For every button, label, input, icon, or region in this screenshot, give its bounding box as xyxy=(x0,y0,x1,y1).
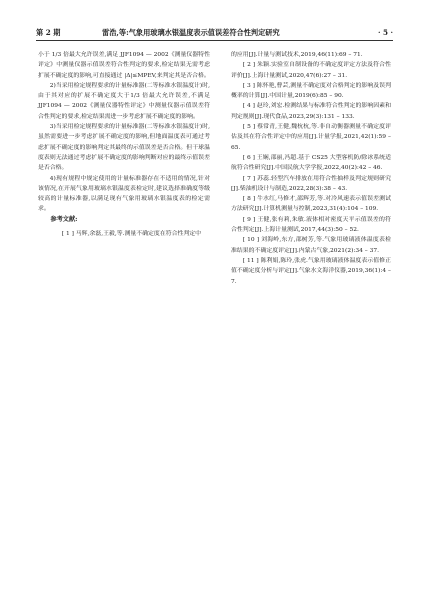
reference-item: [ 11 ] 陈利娟,陈玲,张虎.气象用玻璃液体温度表示值修正值不确定度分析与评定[J].气象水文海洋仪器,2019,36(1):4 – 7. xyxy=(231,257,391,285)
reference-item: [ 8 ] 牛水红,马修才,邵辉芳,等.对冷风速表示值误差测试方法研究[J].计算机测量与控制,2023,31(4):104 – 109. xyxy=(231,196,391,213)
references-heading: 参考文献: xyxy=(50,215,78,223)
issue-number: 第 2 期 xyxy=(36,28,61,37)
conclusion-paragraph-1: 小于 1/3 倍最大允许误差,满足 JJF1094 — 2002《测量仪器特性评定》中测量仪器示值误差符合性判定的要求,检定结果无需考虑扩展不确定度的影响,可直接通过 |Δ|≤MPEV,来判定其是否合格。 xyxy=(38,52,210,79)
reference-item: [ 6 ] 王娴,邵丽,冯超.基于 CS25 大型客机防/除冰系统适航符合性研究[J].中国民航大学学报,2022,40(2):42 – 46. xyxy=(231,154,391,172)
conclusion-paragraph-4: 4)现有规程中规定使用的计量标准器存在不适用的情况,针对该情况,在开展气象用玻璃水银温度表检定时,建议选择准确度等级较高的计量标准器,以满足现有气象用玻璃水银温度表的检定需求。 xyxy=(38,175,210,213)
page-number: · 5 · xyxy=(377,28,393,37)
left-column xyxy=(38,50,210,239)
reference-item: [ 1 ] 马辉,余磊,王毅,等.测量不确定度在符合性判定中 xyxy=(61,231,202,238)
reference-item: [ 9 ] 王健,张有莉,朱敏.液体相对密度天平示值误差的符合性判定[J].上海计量测试,2017,44(3):50 – 52. xyxy=(231,216,391,234)
running-header xyxy=(36,28,393,40)
conclusion-paragraph-2: 2)当采用检定规程要求的计量标准器(二等标准水银温度计)时,由于其对应的扩展不确定度大于1/3 倍最大允许误差,不满足 JJF1094 — 2002《测量仪器特性评定》中测量仪器示值误差符合性判定的要求,检定结果需进一步考虑扩展不确定度的影响。 xyxy=(38,82,210,120)
reference-item: [ 2 ] 朱颖.实验室自制设备的不确定度评定方法及符合性评价[J].上海计量测试,2020,47(6):27 – 31. xyxy=(231,62,391,79)
running-title: 雷浩,等:气象用玻璃水银温度表示值误差符合性判定研究 xyxy=(102,28,280,37)
reference-item: [ 3 ] 陈怀艳,曹芸,测量不确定度对合格判定的影响及误判概率的计算[J].中国计量,2019(6):85 – 90. xyxy=(231,82,391,100)
reference-item: [ 5 ] 蔡常青,王健,魏杭杭,等.非自动衡器测量不确定度评估及其在符合性评定中的应用[J].计量学报,2021,42(1):59 – 65. xyxy=(231,124,391,151)
reference-item: [ 10 ] 刘海岭,东方,邵树芳,等.气象用玻璃液体温度表检准结果的不确定度评定[J].内蒙古气象,2021(2):34 – 37. xyxy=(231,237,391,254)
reference-continuation: 的应用[J].计量与测试技术,2019,46(11):69 – 71. xyxy=(231,52,363,58)
header-rule xyxy=(36,40,393,41)
reference-item: [ 4 ] 赵玲,刘宏.检测结果与标准符合性判定的影响因素和判定规则[J].现代食品,2023,29(3):131 – 133. xyxy=(231,103,391,120)
reference-item: [ 7 ] 苏蕊.轻型汽车排放在用符合性抽样及判定规则研究[J].柴油机设计与制造,2022,28(3):38 – 43. xyxy=(231,175,391,192)
conclusion-paragraph-3: 3)当采用检定规程要求的计量标准器(二等标准水银温度计)时,虽然需要进一步考虑扩展不确定度的影响,但地面温度表可通过考虑扩展不确定度的影响判定其最终的示值误差是否合格。但干球温度表则无法通过考虑扩展不确定度的影响判断对应的最终示值误差是否合格。 xyxy=(38,124,210,172)
right-column xyxy=(219,50,391,287)
